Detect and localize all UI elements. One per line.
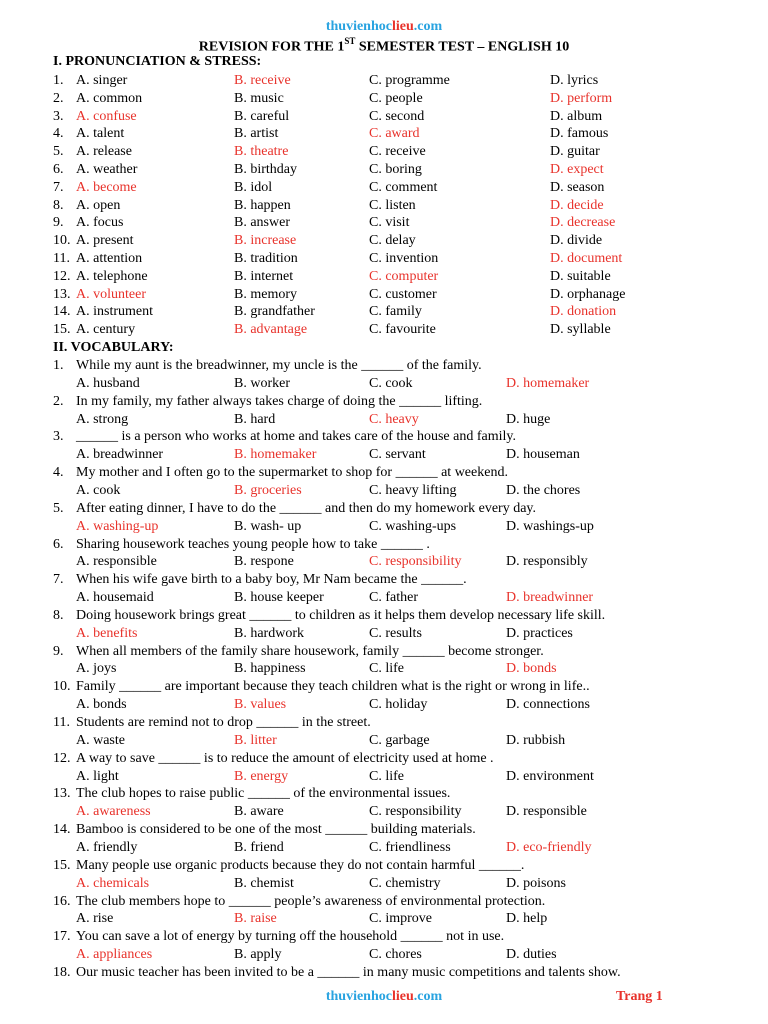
item-number: 8. xyxy=(53,607,64,623)
item-number: 2. xyxy=(53,393,64,409)
option: B. tradition xyxy=(234,251,298,266)
title-sup: ST xyxy=(344,36,356,46)
question-text: Doing housework brings great ______ to children as it helps them develop necessary life skill. xyxy=(76,607,606,623)
item-number: 1. xyxy=(53,358,64,373)
option: A. breadwinner xyxy=(76,447,164,463)
answer-option: A. awareness xyxy=(76,804,151,820)
option: C. boring xyxy=(369,162,422,177)
option: C. invention xyxy=(369,251,439,266)
option: B. wash- up xyxy=(234,518,302,534)
pron-item xyxy=(0,268,768,286)
option: C. listen xyxy=(369,197,416,213)
vocab-options xyxy=(0,768,768,786)
answer-option: D. homemaker xyxy=(506,375,590,391)
question-text: Sharing housework teaches young people how to take ______ . xyxy=(76,536,430,552)
option: C. holiday xyxy=(369,697,428,713)
option: D. connections xyxy=(506,697,590,713)
item-number: 15. xyxy=(53,322,71,338)
option: C. results xyxy=(369,625,422,641)
vocab-options xyxy=(0,946,768,964)
vocab-options xyxy=(0,589,768,607)
vocab-question xyxy=(0,821,768,839)
option: A. rise xyxy=(76,911,114,927)
answer-option: B. homemaker xyxy=(234,447,317,463)
pron-item xyxy=(0,321,768,339)
option: B. idol xyxy=(234,179,273,195)
option: D. syllable xyxy=(550,322,611,338)
option: A. friendly xyxy=(76,839,138,855)
option: A. common xyxy=(76,90,143,106)
pron-item xyxy=(0,125,768,143)
item-number: 9. xyxy=(53,215,64,231)
vocab-question xyxy=(0,928,768,946)
item-number: 14. xyxy=(53,822,71,838)
option: D. divide xyxy=(550,233,603,249)
vocab-question xyxy=(0,464,768,482)
item-number: 5. xyxy=(53,144,64,160)
answer-option: D. expect xyxy=(550,162,604,177)
pron-item xyxy=(0,197,768,215)
answer-option: C. responsibility xyxy=(369,554,462,570)
answer-option: D. decide xyxy=(550,197,604,213)
question-text: Family ______ are important because they teach children what is the right or wrong in life.. xyxy=(76,679,590,695)
option: A. bonds xyxy=(76,697,127,713)
section-heading-vocabulary: II. VOCABULARY: xyxy=(53,340,174,355)
option: D. houseman xyxy=(506,447,580,463)
vocab-question xyxy=(0,428,768,446)
item-number: 9. xyxy=(53,643,64,659)
option: B. careful xyxy=(234,108,290,124)
question-text: Our music teacher has been invited to be a ______ in many music competitions and talents show. xyxy=(76,964,621,980)
option: C. responsibility xyxy=(369,804,462,820)
option: B. answer xyxy=(234,215,290,231)
item-number: 10. xyxy=(53,679,71,695)
item-number: 5. xyxy=(53,500,64,516)
answer-option: D. document xyxy=(550,251,623,266)
option: D. responsible xyxy=(506,804,587,820)
answer-option: C. heavy xyxy=(369,411,419,427)
vocab-question xyxy=(0,643,768,661)
question-text: ______ is a person who works at home and takes care of the house and family. xyxy=(76,429,516,445)
option: B. house keeper xyxy=(234,590,324,606)
pron-item xyxy=(0,250,768,268)
option: A. husband xyxy=(76,375,140,391)
option: A. century xyxy=(76,322,136,338)
answer-option: D. bonds xyxy=(506,661,557,677)
option: B. happiness xyxy=(234,661,306,677)
option: C. friendliness xyxy=(369,839,451,855)
item-number: 4. xyxy=(53,465,64,481)
option: B. happen xyxy=(234,197,291,213)
option: B. aware xyxy=(234,804,284,820)
vocab-options xyxy=(0,625,768,643)
option: C. family xyxy=(369,304,422,320)
question-text: Students are remind not to drop ______ in the street. xyxy=(76,715,371,730)
pron-item xyxy=(0,90,768,108)
option: C. life xyxy=(369,661,404,677)
item-number: 10. xyxy=(53,233,71,249)
pron-item xyxy=(0,179,768,197)
option: A. cook xyxy=(76,482,121,498)
option: A. weather xyxy=(76,162,138,177)
question-text: Many people use organic products because they do not contain harmful ______. xyxy=(76,857,525,873)
site-part-a: thuvienhoc xyxy=(325,19,392,34)
vocab-options xyxy=(0,732,768,750)
pron-item xyxy=(0,286,768,304)
item-number: 1. xyxy=(53,73,64,88)
option: C. comment xyxy=(369,179,438,195)
answer-option: B. energy xyxy=(234,768,289,784)
option: C. cook xyxy=(369,375,413,391)
question-text: A way to save ______ is to reduce the amount of electricity used at home . xyxy=(76,750,494,766)
option: D. poisons xyxy=(506,875,566,891)
option: D. practices xyxy=(506,625,573,641)
option: D. famous xyxy=(550,126,609,142)
vocab-question xyxy=(0,357,768,375)
section-heading-pronunciation: I. PRONUNCIATION & STRESS: xyxy=(53,54,262,69)
option: B. friend xyxy=(234,839,284,855)
option: A. present xyxy=(76,233,134,249)
option: A. responsible xyxy=(76,554,157,570)
option: A. singer xyxy=(76,73,128,88)
title-post: SEMESTER TEST – ENGLISH 10 xyxy=(355,39,570,55)
vocab-question xyxy=(0,678,768,696)
vocab-options xyxy=(0,910,768,928)
option: C. second xyxy=(369,108,425,124)
pron-item xyxy=(0,72,768,90)
vocab-options xyxy=(0,518,768,536)
option: A. strong xyxy=(76,411,129,427)
option: C. improve xyxy=(369,911,432,927)
vocab-question xyxy=(0,500,768,518)
option: A. telephone xyxy=(76,268,148,284)
option: B. hardwork xyxy=(234,625,304,641)
option: D. the chores xyxy=(506,482,581,498)
question-text: When his wife gave birth to a baby boy, Mr Nam became the ______. xyxy=(76,572,467,588)
answer-option: A. confuse xyxy=(76,108,137,124)
answer-option: B. advantage xyxy=(234,322,308,338)
vocab-options xyxy=(0,660,768,678)
item-number: 18. xyxy=(53,964,71,980)
option: B. music xyxy=(234,90,284,106)
option: B. worker xyxy=(234,375,290,391)
item-number: 4. xyxy=(53,126,64,142)
option: B. respone xyxy=(234,554,294,570)
option: D. lyrics xyxy=(550,73,599,88)
item-number: 13. xyxy=(53,286,71,302)
option: D. season xyxy=(550,179,605,195)
option: A. release xyxy=(76,144,132,160)
answer-option: C. computer xyxy=(369,268,439,284)
option: D. environment xyxy=(506,768,594,784)
site-part-b: lieu xyxy=(391,989,414,1004)
option: B. apply xyxy=(234,947,282,963)
vocab-options xyxy=(0,553,768,571)
question-text: The club hopes to raise public ______ of the environmental issues. xyxy=(76,786,451,802)
vocab-options xyxy=(0,839,768,857)
option: B. hard xyxy=(234,411,276,427)
option: B. chemist xyxy=(234,875,294,891)
option: C. chemistry xyxy=(369,875,441,891)
vocab-options xyxy=(0,375,768,393)
option: C. life xyxy=(369,768,404,784)
option: B. memory xyxy=(234,286,297,302)
pron-item xyxy=(0,161,768,179)
option: D. help xyxy=(506,911,548,927)
option: C. servant xyxy=(369,447,426,463)
option: A. joys xyxy=(76,661,117,677)
option: A. focus xyxy=(76,215,124,231)
item-number: 16. xyxy=(53,893,71,909)
vocab-options xyxy=(0,803,768,821)
vocab-question xyxy=(0,964,768,982)
option: D. responsibly xyxy=(506,554,588,570)
site-part-b: lieu xyxy=(391,19,414,34)
option: B. birthday xyxy=(234,162,297,177)
option: D. album xyxy=(550,108,603,124)
page-title xyxy=(0,37,768,56)
site-header-link[interactable] xyxy=(0,19,768,35)
vocab-question xyxy=(0,393,768,411)
option: C. favourite xyxy=(369,322,436,338)
option: A. light xyxy=(76,768,119,784)
option: B. grandfather xyxy=(234,304,315,320)
answer-option: D. breadwinner xyxy=(506,590,594,606)
option: D. huge xyxy=(506,411,551,427)
option: D. duties xyxy=(506,947,557,963)
page-number: Trang 1 xyxy=(616,989,663,1004)
item-number: 8. xyxy=(53,197,64,213)
option: C. chores xyxy=(369,947,422,963)
option: C. people xyxy=(369,90,423,106)
answer-option: B. receive xyxy=(234,73,291,88)
pron-item xyxy=(0,143,768,161)
vocab-options xyxy=(0,482,768,500)
vocab-question xyxy=(0,607,768,625)
pron-item xyxy=(0,232,768,250)
item-number: 6. xyxy=(53,536,64,552)
vocab-question xyxy=(0,571,768,589)
answer-option: C. award xyxy=(369,126,420,142)
option: C. visit xyxy=(369,215,410,231)
answer-option: D. eco-friendly xyxy=(506,839,592,855)
item-number: 7. xyxy=(53,179,64,195)
item-number: 14. xyxy=(53,304,71,320)
item-number: 12. xyxy=(53,750,71,766)
vocab-question xyxy=(0,536,768,554)
item-number: 6. xyxy=(53,162,64,177)
answer-option: D. decrease xyxy=(550,215,616,231)
question-text: My mother and I often go to the supermarket to shop for ______ at weekend. xyxy=(76,465,508,481)
answer-option: B. litter xyxy=(234,732,277,748)
item-number: 11. xyxy=(53,715,70,730)
option: A. attention xyxy=(76,251,143,266)
option: C. customer xyxy=(369,286,437,302)
vocab-options xyxy=(0,446,768,464)
answer-option: B. increase xyxy=(234,233,297,249)
answer-option: D. donation xyxy=(550,304,617,320)
option: D. washings-up xyxy=(506,518,594,534)
answer-option: A. appliances xyxy=(76,947,153,963)
question-text: After eating dinner, I have to do the ______ and then do my homework every day. xyxy=(76,500,537,516)
option: D. guitar xyxy=(550,144,600,160)
answer-option: A. become xyxy=(76,179,137,195)
question-text: Bamboo is considered to be one of the most ______ building materials. xyxy=(76,822,476,838)
answer-option: B. groceries xyxy=(234,482,302,498)
option: B. internet xyxy=(234,268,294,284)
question-text: The club members hope to ______ people’s awareness of environmental protection. xyxy=(76,893,546,909)
vocab-question xyxy=(0,893,768,911)
answer-option: B. raise xyxy=(234,911,277,927)
option: D. orphanage xyxy=(550,286,626,302)
pron-item xyxy=(0,214,768,232)
vocab-question xyxy=(0,714,768,732)
answer-option: A. benefits xyxy=(76,625,138,641)
vocab-question xyxy=(0,785,768,803)
vocab-options xyxy=(0,411,768,429)
vocab-question xyxy=(0,750,768,768)
answer-option: A. washing-up xyxy=(76,518,159,534)
item-number: 3. xyxy=(53,429,64,445)
option: C. delay xyxy=(369,233,416,249)
option: A. open xyxy=(76,197,121,213)
site-part-c: .com xyxy=(413,989,443,1004)
option: D. suitable xyxy=(550,268,611,284)
item-number: 7. xyxy=(53,572,64,588)
answer-option: D. perform xyxy=(550,90,613,106)
item-number: 3. xyxy=(53,108,64,124)
answer-option: B. theatre xyxy=(234,144,289,160)
item-number: 12. xyxy=(53,268,71,284)
option: C. garbage xyxy=(369,732,430,748)
question-text: You can save a lot of energy by turning off the household ______ not in use. xyxy=(76,929,505,945)
vocab-options xyxy=(0,696,768,714)
option: D. rubbish xyxy=(506,732,566,748)
vocab-options xyxy=(0,875,768,893)
option: C. programme xyxy=(369,73,450,88)
question-text: In my family, my father always takes charge of doing the ______ lifting. xyxy=(76,393,483,409)
question-text: When all members of the family share housework, family ______ become stronger. xyxy=(76,643,544,659)
item-number: 15. xyxy=(53,857,71,873)
pron-item xyxy=(0,303,768,321)
option: C. heavy lifting xyxy=(369,482,457,498)
answer-option: A. chemicals xyxy=(76,875,150,891)
item-number: 13. xyxy=(53,786,71,802)
option: B. artist xyxy=(234,126,279,142)
item-number: 2. xyxy=(53,90,64,106)
site-part-a: thuvienhoc xyxy=(325,989,392,1004)
option: C. receive xyxy=(369,144,426,160)
option: C. washing-ups xyxy=(369,518,457,534)
option: C. father xyxy=(369,590,418,606)
title-pre: REVISION FOR THE 1 xyxy=(198,39,345,55)
vocab-question xyxy=(0,857,768,875)
answer-option: A. volunteer xyxy=(76,286,146,302)
item-number: 11. xyxy=(53,251,70,266)
option: A. waste xyxy=(76,732,125,748)
option: A. housemaid xyxy=(76,590,154,606)
site-part-c: .com xyxy=(413,19,443,34)
option: A. instrument xyxy=(76,304,153,320)
option: A. talent xyxy=(76,126,125,142)
question-text: While my aunt is the breadwinner, my uncle is the ______ of the family. xyxy=(76,358,482,373)
pron-item xyxy=(0,108,768,126)
item-number: 17. xyxy=(53,929,71,945)
answer-option: B. values xyxy=(234,697,287,713)
